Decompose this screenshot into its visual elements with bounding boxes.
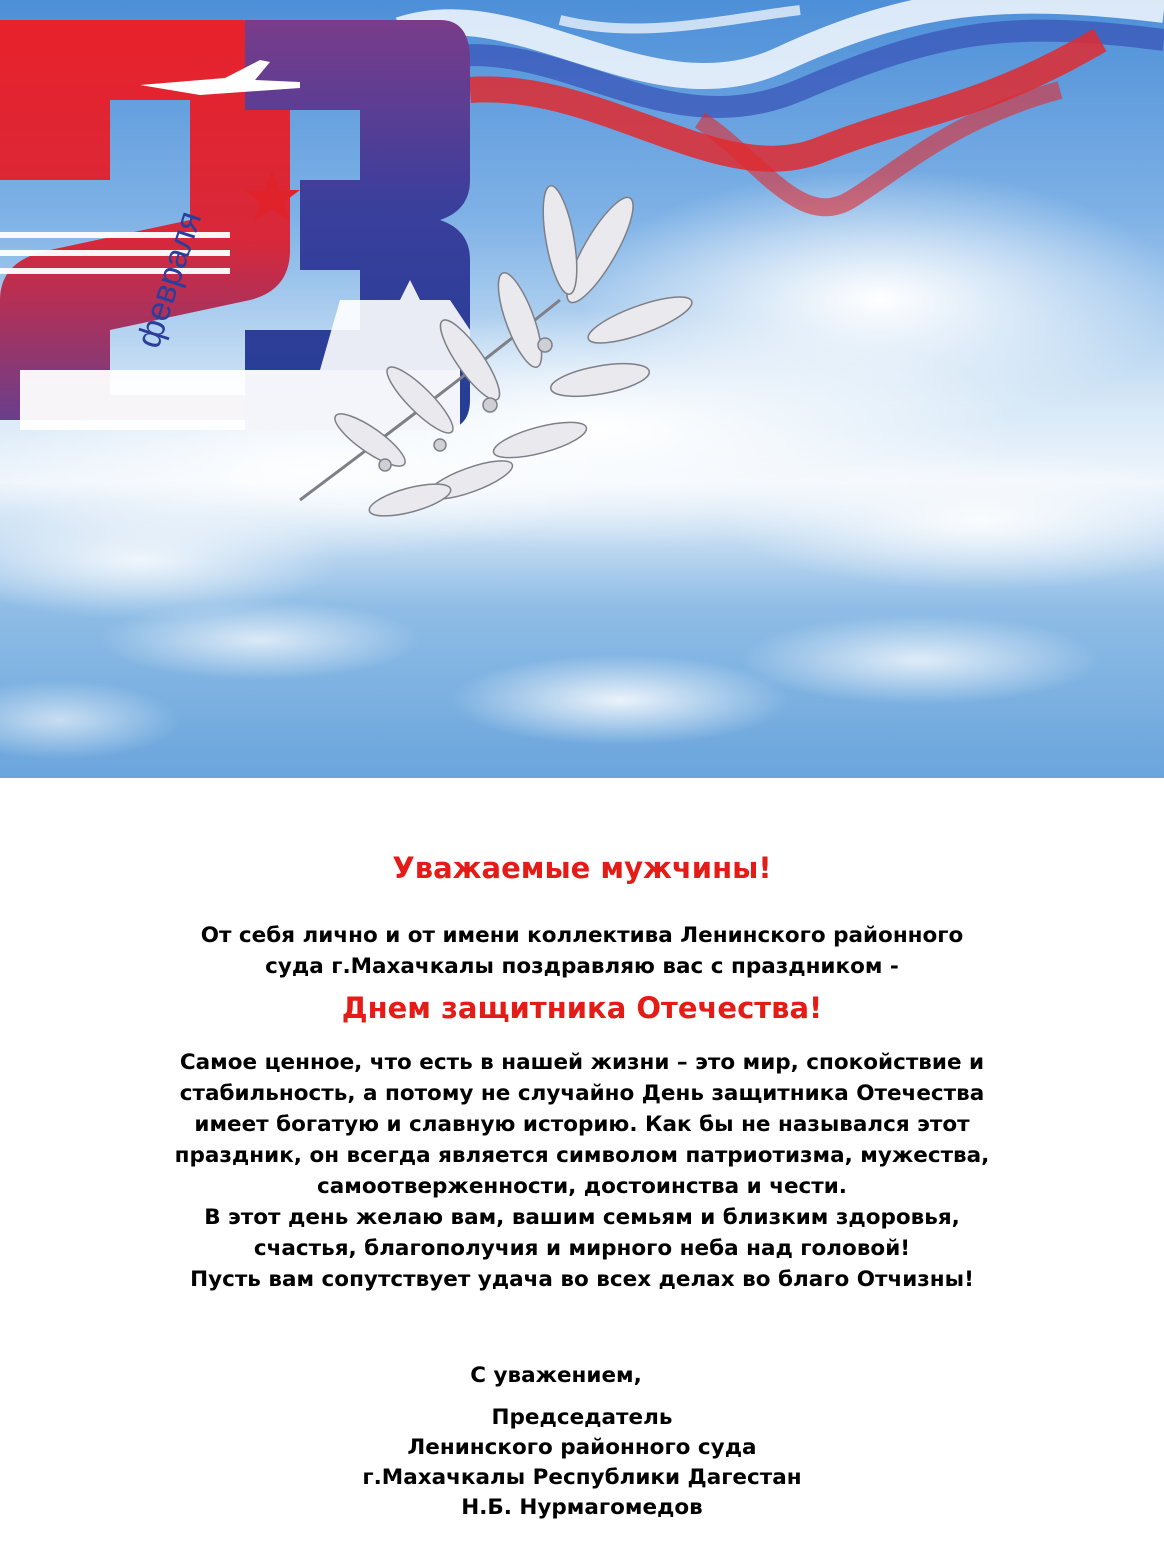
logo-month: февраля <box>129 206 210 353</box>
body-line: Самое ценное, что есть в нашей жизни – это мир, спокойствие и <box>179 1050 985 1075</box>
body-line: Пусть вам сопутствует удача во всех делах во благо Отчизны! <box>190 1267 974 1292</box>
closing-regards: С уважением, <box>470 1363 642 1388</box>
body-line: самоотверженности, достоинства и чести. <box>317 1174 847 1199</box>
body-line: имеет богатую и славную историю. Как бы не назывался этот <box>194 1112 970 1137</box>
signature-block <box>0 1403 1164 1523</box>
body-line: счастья, благополучия и мирного неба над головой! <box>253 1236 911 1261</box>
intro-paragraph <box>0 920 1164 982</box>
body-line: стабильность, а потому не случайно День защитника Отечества <box>179 1081 985 1106</box>
flag-ribbon-icon <box>400 1 1164 208</box>
body-line: праздник, он всегда является символом патриотизма, мужества, <box>174 1143 990 1168</box>
greeting-body <box>0 1047 1164 1295</box>
signature-line: Председатель <box>491 1405 673 1430</box>
logo-23 <box>0 20 470 430</box>
body-line: В этот день желаю вам, вашим семьям и близким здоровья, <box>204 1205 960 1230</box>
signature-line: г.Махачкалы Республики Дагестан <box>362 1465 802 1490</box>
intro-line: суда г.Махачкалы поздравляю вас с праздником - <box>265 954 899 979</box>
signature-name: Н.Б. Нурмагомедов <box>461 1495 703 1520</box>
greeting-title: Уважаемые мужчины! <box>392 851 772 885</box>
holiday-name: Днем защитника Отечества! <box>341 991 823 1025</box>
intro-line: От себя лично и от имени коллектива Ленинского районного <box>200 923 964 948</box>
signature-line: Ленинского районного суда <box>407 1435 757 1460</box>
